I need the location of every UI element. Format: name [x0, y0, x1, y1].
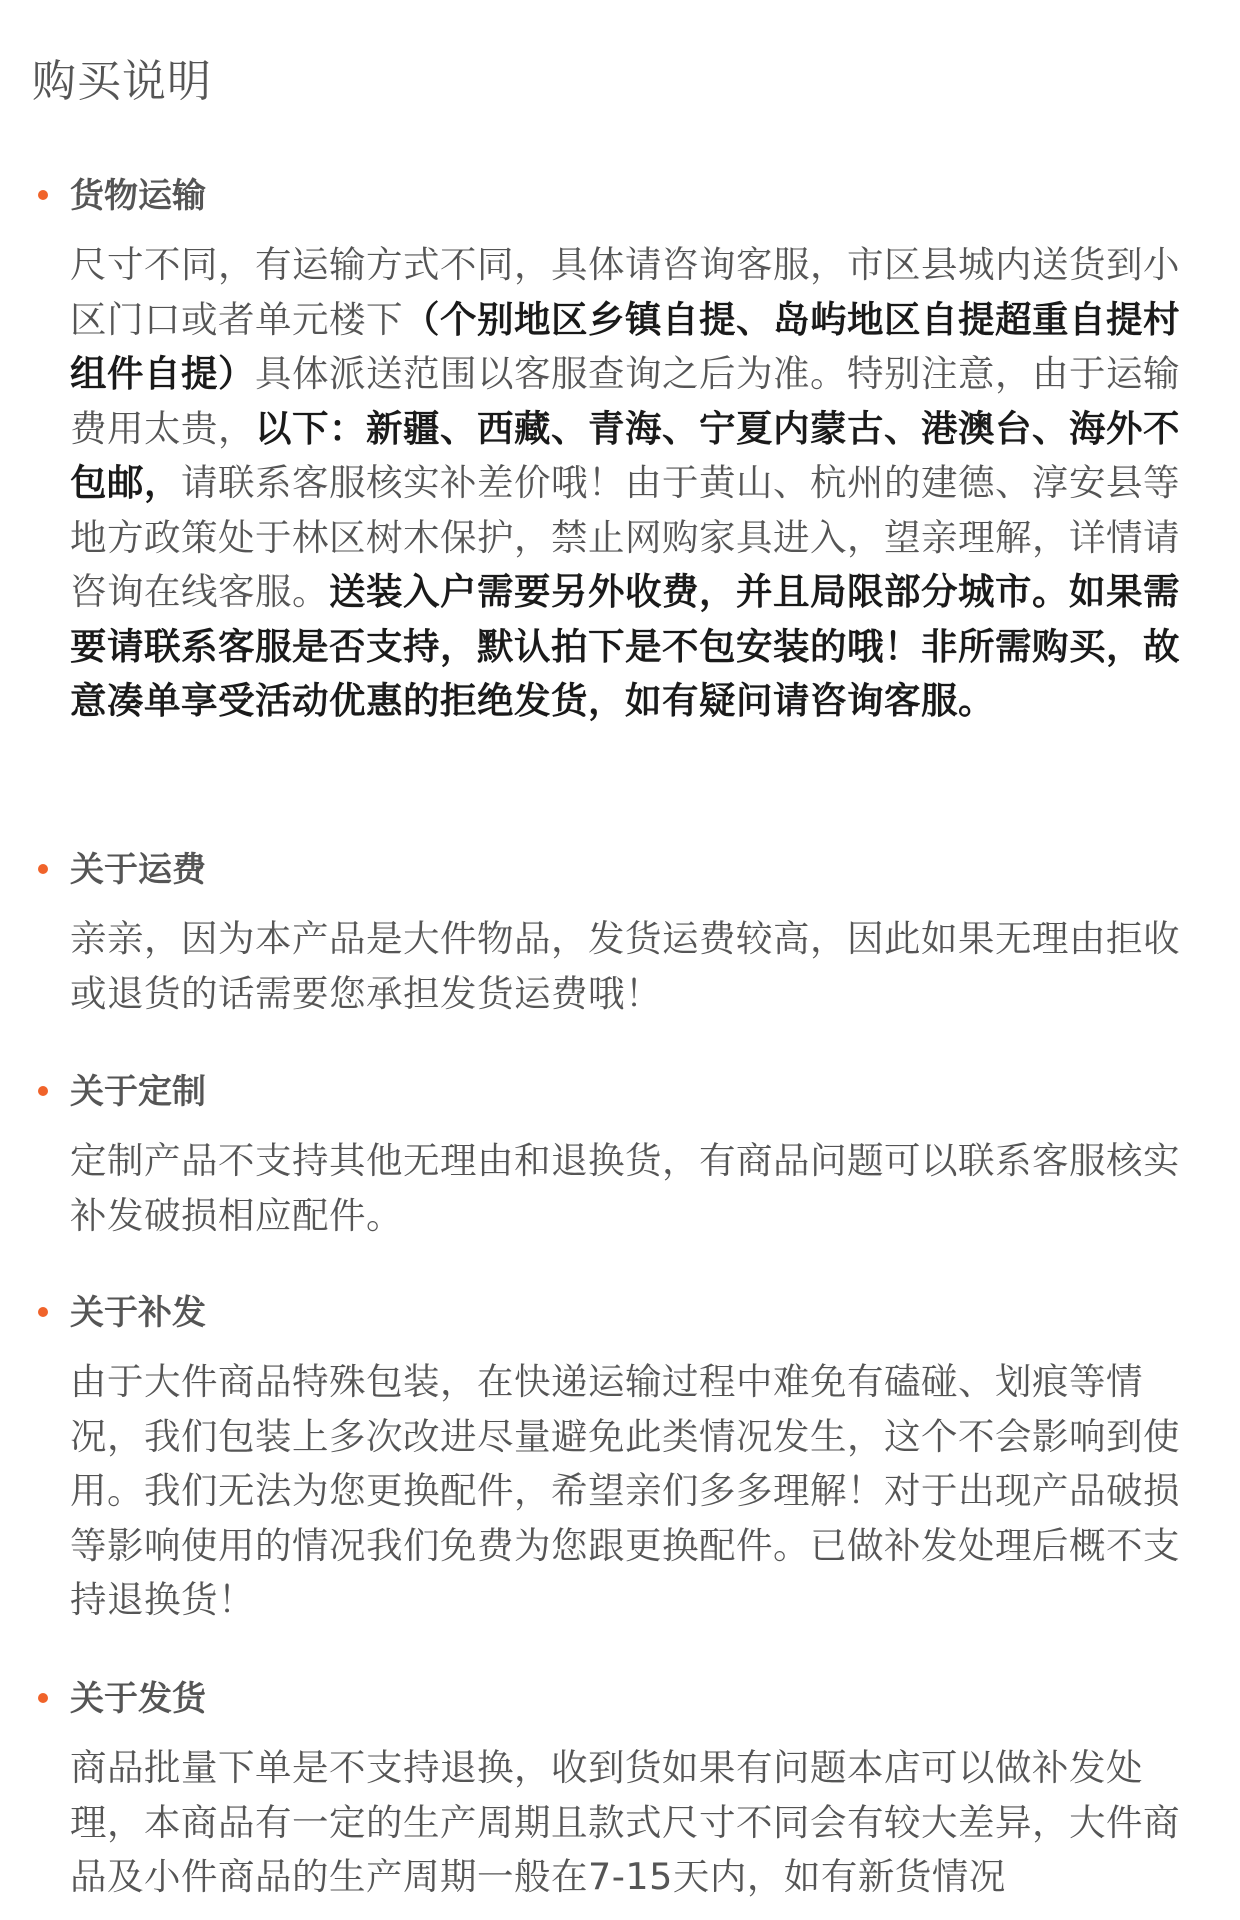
bullet-dot-icon: [38, 1086, 48, 1096]
body-text-emphasis: 送装入户需要另外收费，并且局限部分城市。如果需要请联系客服是否支持，默认拍下是不包安装的哦！非所需购买，故意凑单享受活动优惠的拒绝发货，如有疑问请咨询客服。: [70, 570, 1180, 722]
section-body: [70, 1134, 1200, 1243]
body-text: 尺寸不同，有运输方式不同，具体请咨询客服，市区县城内送货到小区门口或者单元楼下: [70, 243, 1180, 341]
body-text: 具体派送范围以客服查询之后为准。特别注意，由于运输费用太贵，: [70, 352, 1180, 450]
section-body: [70, 1741, 1200, 1905]
section-customization: [0, 1064, 1240, 1243]
section-title: 关于运费: [70, 850, 206, 890]
section-title: 关于定制: [70, 1072, 206, 1112]
body-text: 亲亲，因为本产品是大件物品，发货运费较高，因此如果无理由拒收或退货的话需要您承担发货运费哦！: [70, 917, 1180, 1015]
body-text: 请联系客服核实补差价哦！由于黄山、杭州的建德、淳安县等地方政策处于林区树木保护，禁止网购家具进入，望亲理解，详情请咨询在线客服。: [70, 461, 1180, 613]
section-header: [0, 1285, 1240, 1341]
body-text-emphasis: 以下：新疆、西藏、青海、宁夏内蒙古、港澳台、海外不包邮，: [70, 406, 1180, 504]
section-header: [0, 1064, 1240, 1120]
section-title: 关于发货: [70, 1679, 206, 1719]
page-title: 购买说明: [32, 56, 212, 107]
section-body: [70, 238, 1200, 729]
bullet-dot-icon: [38, 1693, 48, 1703]
section-delivery: [0, 1671, 1240, 1905]
section-reissue: [0, 1285, 1240, 1628]
section-body: [70, 1355, 1200, 1628]
section-title: 关于补发: [70, 1293, 206, 1333]
body-text-emphasis: （个别地区乡镇自提、岛屿地区自提超重自提村组件自提）: [70, 297, 1180, 395]
body-text: 由于大件商品特殊包装，在快递运输过程中难免有磕碰、划痕等情况，我们包装上多次改进尽量避免此类情况发生，这个不会影响到使用。我们无法为您更换配件，希望亲们多多理解！对于出现产品破损等影响使用的情况我们免费为您跟更换配件。已做补发处理后概不支持退换货！: [70, 1360, 1180, 1621]
section-header: [0, 1671, 1240, 1727]
section-freight: [0, 842, 1240, 1021]
section-title: 货物运输: [70, 176, 206, 216]
section-body: [70, 912, 1200, 1021]
section-shipping: [0, 168, 1240, 729]
bullet-dot-icon: [38, 1307, 48, 1317]
bullet-dot-icon: [38, 864, 48, 874]
body-text: 商品批量下单是不支持退换，收到货如果有问题本店可以做补发处理，本商品有一定的生产周期且款式尺寸不同会有较大差异，大件商品及小件商品的生产周期一般在7-15天内，如有新货情况: [70, 1746, 1180, 1898]
section-header: [0, 842, 1240, 898]
bullet-dot-icon: [38, 190, 48, 200]
body-text: 定制产品不支持其他无理由和退换货，有商品问题可以联系客服核实补发破损相应配件。: [70, 1139, 1180, 1237]
section-header: [0, 168, 1240, 224]
